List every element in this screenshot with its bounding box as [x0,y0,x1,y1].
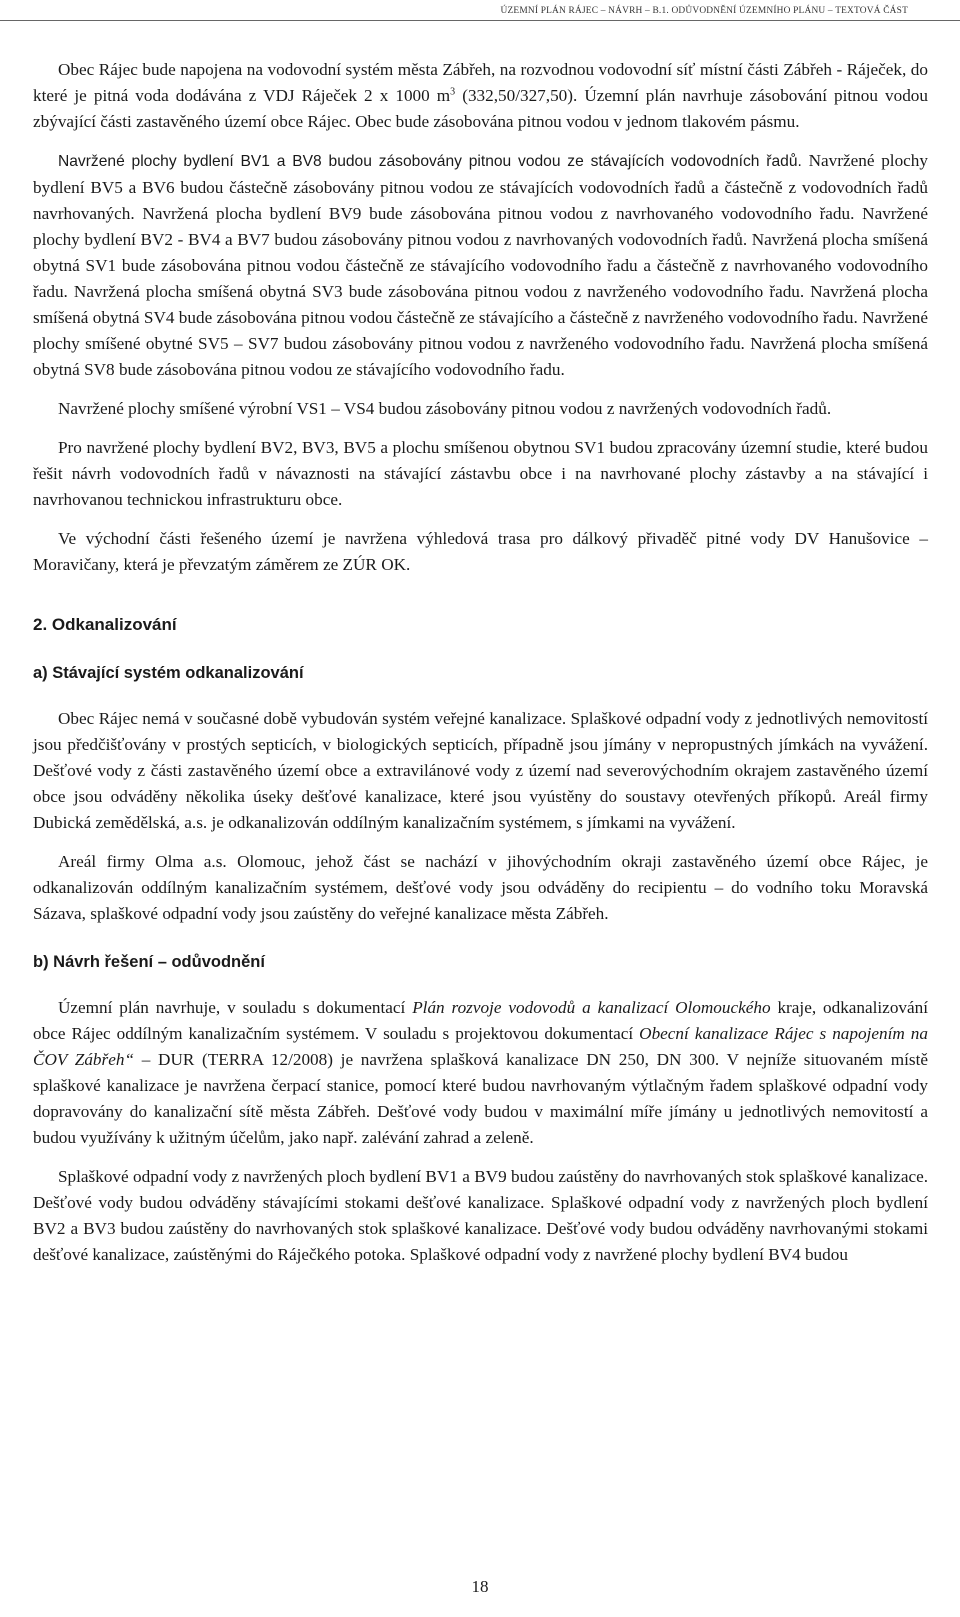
document-title-italic: Obecní kanalizace Rájec s napojením na ČOV Zábřeh“ [33,1024,928,1069]
running-header: ÚZEMNÍ PLÁN RÁJEC – NÁVRH – B.1. ODŮVODNĚNÍ ÚZEMNÍHO PLÁNU – TEXTOVÁ ČÁST [500,6,908,16]
subheading-existing-system: a) Stávající systém odkanalizování [33,664,304,682]
paragraph-production-areas: Navržené plochy smíšené výrobní VS1 – VS4 budou zásobovány pitnou vodou z navržených vodovodních řadů. [58,399,832,418]
section-heading-sewerage: 2. Odkanalizování [33,615,177,634]
superscript: 3 [450,86,456,98]
paragraph-olma-area: Areál firmy Olma a.s. Olomouc, jehož část se nachází v jihovýchodním okraji zastavěného území obce Rájec, je odkanalizován oddílným kanalizačním systémem, dešťové vody jsou odváděny do recipientu – do vodního toku Moravská Sázava, splaškové odpadní vody jsou zaústěny do veřejné kanalizace města Zábřeh. [33,852,928,923]
paragraph-feeder-pipeline: Ve východní části řešeného území je navržena výhledová trasa pro dálkový přivaděč pitné vody DV Hanušovice – Moravičany, která je převzatým záměrem ze ZÚR OK. [33,529,928,574]
page-number: 18 [471,1577,489,1596]
paragraph-wastewater-areas: Splaškové odpadní vody z navržených ploch bydlení BV1 a BV9 budou zaústěny do navrhovaných stok splaškové kanalizace. Dešťové vody budou odváděny stávajícími stokami dešťové kanalizace. Splaškové odpadní vody z navržených ploch bydlení BV2 a BV3 budou zaústěny do navrhovaných stok splaškové kanalizace. Dešťové vody budou odváděny navrhovanými stokami dešťové kanalizace, zaústěnými do Ráječkého potoka. Splaškové odpadní vody z navržené plochy bydlení BV4 budou [33,1167,928,1264]
paragraph-water-supply-intro: Obec Rájec bude napojena na vodovodní systém města Zábřeh, na rozvodnou vodovodní síť místní části Zábřeh - Ráječek, do které je pitná voda dodávána z VDJ Ráječek 2 x 1000 $m^3$ (332,50/327,50). Územní plán navrhuje zásobování pitnou vodou zbývající části zastavěného území obce Rájec. Obec bude zásobována pitnou vodou v jednom tlakovém pásmu. [33,60,928,131]
paragraph-territorial-studies: Pro navržené plochy bydlení BV2, BV3, BV5 a plochu smíšenou obytnou SV1 budou zpracovány územní studie, které budou řešit návrh vodovodních řadů v návaznosti na stávající zástavbu obce i na navrhované plochy zástavby a na stávající i navrhovanou technickou infrastrukturu obce. [33,438,928,509]
sans-sentence: Navržené plochy bydlení BV1 a BV8 budou zásobovány pitnou vodou ze stávajících vodovodních řadů. [58,153,802,170]
paragraph-housing-water-supply: Navržené plochy bydlení BV1 a BV8 budou zásobovány pitnou vodou ze stávajících vodovodních řadů. Navržené plochy bydlení BV5 a BV6 budou částečně zásobovány pitnou vodou ze stávajících vodovodních řadů a částečně z vodovodních řadů navrhovaných. Navržená plocha bydlení BV9 bude zásobována pitnou vodou z navrhovaného vodovodního řadu. Navržené plochy bydlení BV2 - BV4 a BV7 budou zásobovány pitnou vodou z navrhovaných vodovodních řadů. Navržená plocha smíšená obytná SV1 bude zásobována pitnou vodou částečně ze stávajícího vodovodního řadu a částečně z navrhovaného vodovodního řadu. Navržená plocha smíšená obytná SV3 bude zásobována pitnou vodou z navrženého vodovodního řadu. Navržená plocha smíšená obytná SV4 bude zásobována pitnou vodou částečně ze stávajícího a částečně z navrženého vodovodního řadu. Navržené plochy smíšené obytné SV5 – SV7 budou zásobovány pitnou vodou z navrženého vodovodního řadu. Navržená plocha smíšená obytná SV8 bude zásobována pitnou vodou ze stávajícího vodovodního řadu. [33,151,928,379]
subheading-proposed-solution: b) Návrh řešení – odůvodnění [33,953,265,971]
document-body [33,57,928,1281]
header-divider [0,20,960,21]
paragraph-existing-sewerage: Obec Rájec nemá v současné době vybudován systém veřejné kanalizace. Splaškové odpadní vody z jednotlivých nemovitostí jsou předčišťovány v prostých septicích, v biologických septicích, případně jsou jímány v nepropustných jímkách na vyvážení. Dešťové vody z části zastavěného území obce a extravilánové vody z území nad severovýchodním okrajem zastavěného území obce jsou odváděny několika úseky dešťové kanalizace, které jsou vyústěny do soustavy otevřených příkopů. Areál firmy Dubická zemědělská, a.s. je odkanalizován oddílným kanalizačním systémem, s jímkami na vyvážení. [33,709,928,832]
paragraph-proposed-sewerage: Územní plán navrhuje, v souladu s dokumentací Plán rozvoje vodovodů a kanalizací Olomouckého kraje, odkanalizování obce Rájec oddílným kanalizačním systémem. V souladu s projektovou dokumentací Obecní kanalizace Rájec s napojením na ČOV Zábřeh“ – DUR (TERRA 12/2008) je navržena splašková kanalizace DN 250, DN 300. V nejníže situovaném místě splaškové kanalizace je navržena čerpací stanice, pomocí které budou navrhovaným výtlačným řadem splaškové odpadní vody dopravovány do kanalizační sítě města Zábřeh. Dešťové vody budou v maximální míře jímány u jednotlivých nemovitostí a budou využívány k užitným účelům, jako např. zalévání zahrad a zeleně. [33,998,929,1147]
document-title-italic: Plán rozvoje vodovodů a kanalizací Olomouckého [412,998,771,1017]
